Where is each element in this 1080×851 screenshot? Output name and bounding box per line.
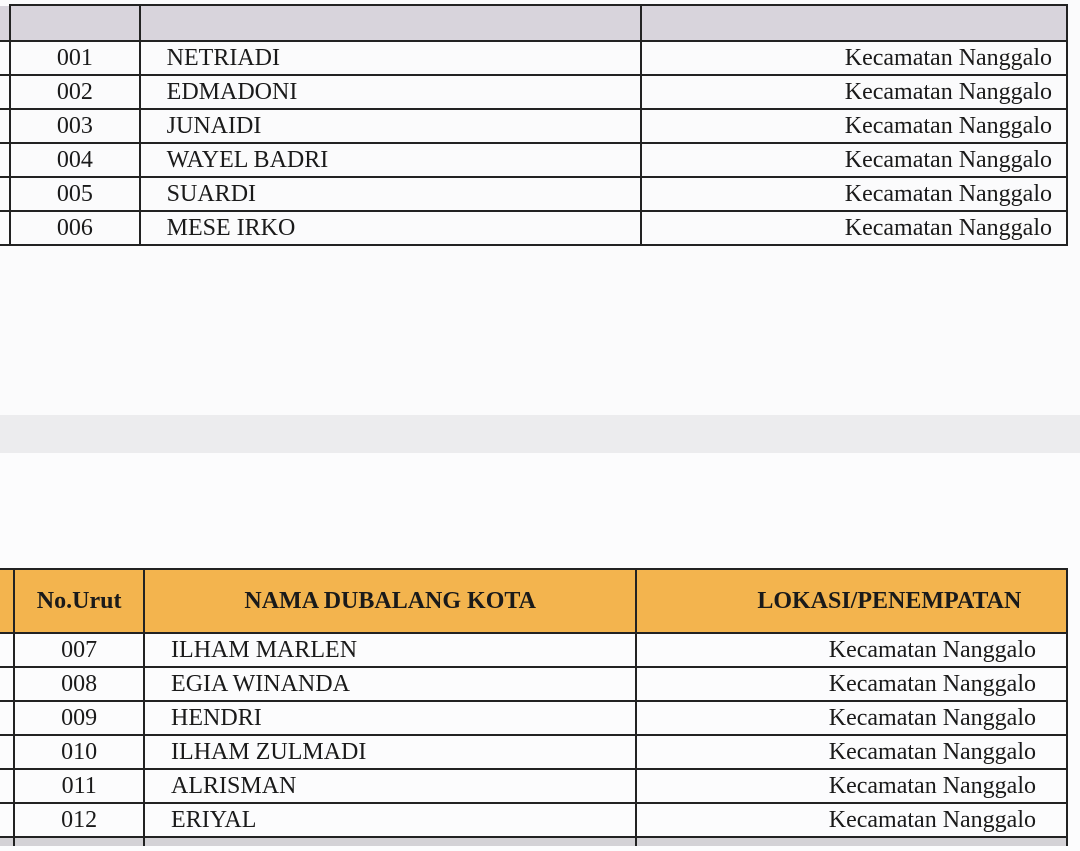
row-name: NETRIADI <box>140 41 641 75</box>
row-name: HENDRI <box>144 701 636 735</box>
row-number: 002 <box>10 75 140 109</box>
row-number: 006 <box>10 211 140 245</box>
row-name: MESE IRKO <box>140 211 641 245</box>
row-name: EDMADONI <box>140 75 641 109</box>
row-location: Kecamatan Nanggalo <box>641 41 1067 75</box>
table-row <box>0 701 1067 735</box>
row-location: Kecamatan Nanggalo <box>641 75 1067 109</box>
row-name: ILHAM MARLEN <box>144 633 636 667</box>
table-row <box>0 41 1067 75</box>
row-location: Kecamatan Nanggalo <box>636 667 1067 701</box>
row-location: Kecamatan Nanggalo <box>641 211 1067 245</box>
row-location: Kecamatan Nanggalo <box>636 633 1067 667</box>
table-row <box>0 667 1067 701</box>
row-location: Kecamatan Nanggalo <box>636 803 1067 837</box>
table-header-row <box>0 5 1067 41</box>
row-number: 001 <box>10 41 140 75</box>
row-number: 012 <box>14 803 144 837</box>
dubalang-table-top <box>0 4 1068 246</box>
page-separator <box>0 415 1080 453</box>
row-location: Kecamatan Nanggalo <box>636 769 1067 803</box>
row-number: 011 <box>14 769 144 803</box>
row-name: JUNAIDI <box>140 109 641 143</box>
row-number: 004 <box>10 143 140 177</box>
table-footer-row <box>0 837 1067 846</box>
row-number: 008 <box>14 667 144 701</box>
row-name: ILHAM ZULMADI <box>144 735 636 769</box>
row-location: Kecamatan Nanggalo <box>641 177 1067 211</box>
table-row <box>0 633 1067 667</box>
table-row <box>0 75 1067 109</box>
table-row <box>0 803 1067 837</box>
table-header-row <box>0 569 1067 633</box>
header-no-urut: No.Urut <box>14 569 144 633</box>
table-row <box>0 735 1067 769</box>
row-name: WAYEL BADRI <box>140 143 641 177</box>
table-row <box>0 177 1067 211</box>
row-name: SUARDI <box>140 177 641 211</box>
table-row <box>0 109 1067 143</box>
row-location: Kecamatan Nanggalo <box>641 109 1067 143</box>
row-name: ALRISMAN <box>144 769 636 803</box>
row-number: 010 <box>14 735 144 769</box>
dubalang-table-bottom <box>0 568 1068 846</box>
row-number: 009 <box>14 701 144 735</box>
row-location: Kecamatan Nanggalo <box>636 701 1067 735</box>
row-number: 003 <box>10 109 140 143</box>
table-row <box>0 769 1067 803</box>
row-location: Kecamatan Nanggalo <box>636 735 1067 769</box>
row-name: ERIYAL <box>144 803 636 837</box>
table-row <box>0 143 1067 177</box>
header-lokasi: LOKASI/PENEMPATAN <box>636 569 1067 633</box>
row-number: 007 <box>14 633 144 667</box>
header-nama: NAMA DUBALANG KOTA <box>144 569 636 633</box>
row-name: EGIA WINANDA <box>144 667 636 701</box>
table-row <box>0 211 1067 245</box>
row-location: Kecamatan Nanggalo <box>641 143 1067 177</box>
row-number: 005 <box>10 177 140 211</box>
